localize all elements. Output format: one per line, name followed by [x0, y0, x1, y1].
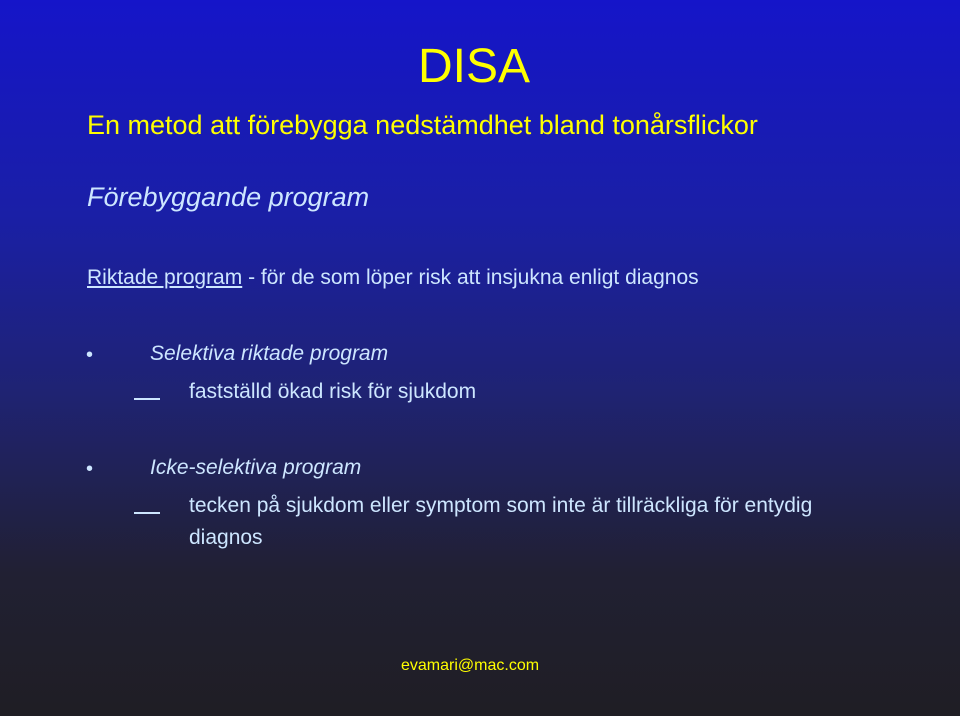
footer-email: evamari@mac.com	[401, 657, 540, 674]
sub-item-nonselective: tecken på sjukdom eller symptom som inte är tillräckliga för entydig diagnos	[189, 494, 813, 549]
bullet-label-selective: Selektiva riktade program	[150, 342, 389, 365]
bullet-marker-selective: •	[86, 344, 94, 366]
dash-marker-nonselective	[134, 512, 160, 514]
sub-item-selective: fastställd ökad risk för sjukdom	[189, 380, 477, 403]
targeted-programs-description: - för de som löper risk att insjukna enligt diagnos	[242, 266, 699, 289]
targeted-programs-line	[87, 266, 699, 289]
dash-marker-selective	[134, 398, 160, 400]
slide-subtitle: En metod att förebygga nedstämdhet bland tonårsflickor	[87, 110, 758, 140]
bullet-label-nonselective: Icke-selektiva program	[150, 456, 362, 479]
slide-title: DISA	[418, 40, 531, 93]
targeted-programs-label: Riktade program	[87, 266, 243, 289]
bullet-marker-nonselective: •	[86, 458, 94, 480]
section-heading: Förebyggande program	[87, 182, 370, 212]
